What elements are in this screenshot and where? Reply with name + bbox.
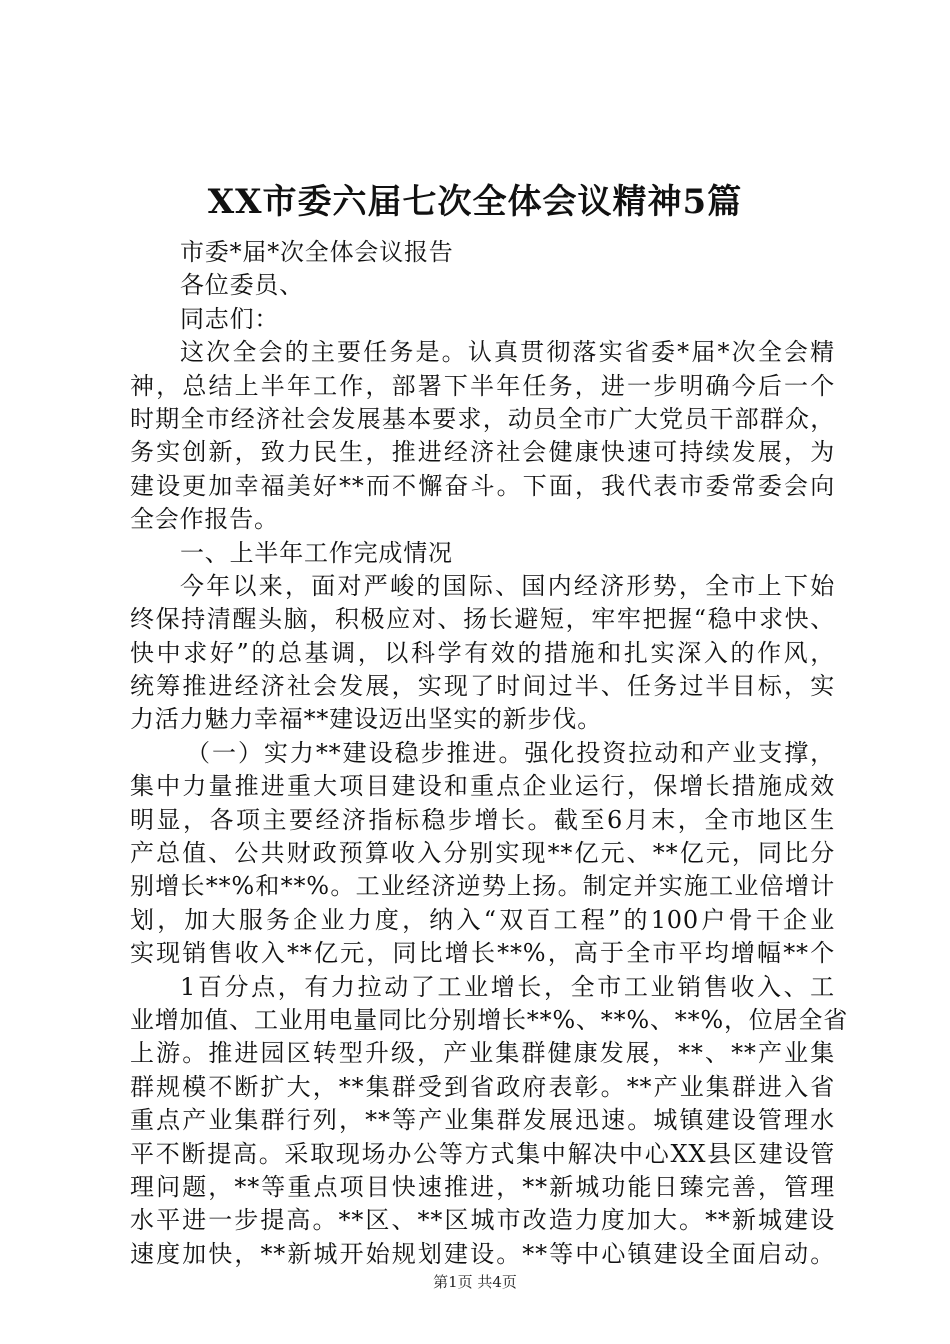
body-line: 各位委员、 (180, 271, 304, 300)
body-line: 神，总结上半年工作，部署下半年任务，进一步明确今后一个 (130, 371, 835, 400)
body-line: 全会作报告。 (130, 505, 279, 534)
body-line: 产总值、公共财政预算收入分别实现**亿元、**亿元，同比分 (130, 839, 835, 868)
body-line: 同志们： (180, 304, 280, 333)
body-line: 水平进一步提高。**区、**区城市改造力度加大。**新城建设 (130, 1206, 835, 1235)
body-line: 明显，各项主要经济指标稳步增长。截至6月末，全市地区生 (130, 805, 835, 834)
body-line: 快中求好”的总基调，以科学有效的措施和扎实深入的作风， (130, 638, 835, 667)
body-line: 终保持清醒头脑，积极应对、扬长避短，牢牢把握“稳中求快、 (130, 605, 835, 634)
body-line: 时期全市经济社会发展基本要求，动员全市广大党员干部群众， (130, 404, 835, 433)
body-line: 今年以来，面对严峻的国际、国内经济形势，全市上下始 (180, 571, 835, 600)
subsection-line: （一）实力**建设稳步推进。强化投资拉动和产业支撑， (186, 738, 835, 767)
document-title: XX市委六届七次全体会议精神5篇 (207, 182, 743, 222)
body-line: 力活力魅力幸福**建设迈出坚实的新步伐。 (130, 705, 602, 734)
body-line: 别增长**%和**%。工业经济逆势上扬。制定并实施工业倍增计 (130, 872, 835, 901)
body-line: 实现销售收入**亿元，同比增长**%，高于全市平均增幅**个 (130, 939, 835, 968)
body-line: 这次全会的主要任务是。认真贯彻落实省委*届*次全会精 (180, 338, 835, 367)
body-line: 建设更加幸福美好**而不懈奋斗。下面，我代表市委常委会向 (130, 471, 835, 500)
body-line: 集中力量推进重大项目建设和重点企业运行，保增长措施成效 (130, 772, 835, 801)
document-body (130, 236, 849, 1271)
section-heading: 一、上半年工作完成情况 (180, 538, 453, 567)
page-footer: 第1页 共4页 (433, 1273, 517, 1291)
body-line: 上游。推进园区转型升级，产业集群健康发展，**、**产业集 (130, 1039, 835, 1068)
body-line: 重点产业集群行列，**等产业集群发展迅速。城镇建设管理水 (130, 1106, 835, 1135)
body-line: 速度加快，**新城开始规划建设。**等中心镇建设全面启动。 (130, 1239, 835, 1268)
body-line: 理问题，**等重点项目快速推进，**新城功能日臻完善，管理 (130, 1172, 835, 1201)
body-line: 务实创新，致力民生，推进经济社会健康快速可持续发展，为 (130, 438, 835, 467)
body-line: 划，加大服务企业力度，纳入“双百工程”的100户骨干企业 (130, 905, 835, 934)
body-line: 统筹推进经济社会发展，实现了时间过半、任务过半目标，实 (130, 672, 835, 701)
body-line: 1百分点，有力拉动了工业增长，全市工业销售收入、工 (180, 972, 835, 1001)
body-line: 业增加值、工业用电量同比分别增长**%、**%、**%，位居全省 (130, 1005, 849, 1034)
body-line: 群规模不断扩大，**集群受到省政府表彰。**产业集群进入省 (130, 1072, 835, 1101)
body-line: 市委*届*次全体会议报告 (180, 238, 454, 266)
body-line: 平不断提高。采取现场办公等方式集中解决中心XX县区建设管 (130, 1139, 835, 1168)
